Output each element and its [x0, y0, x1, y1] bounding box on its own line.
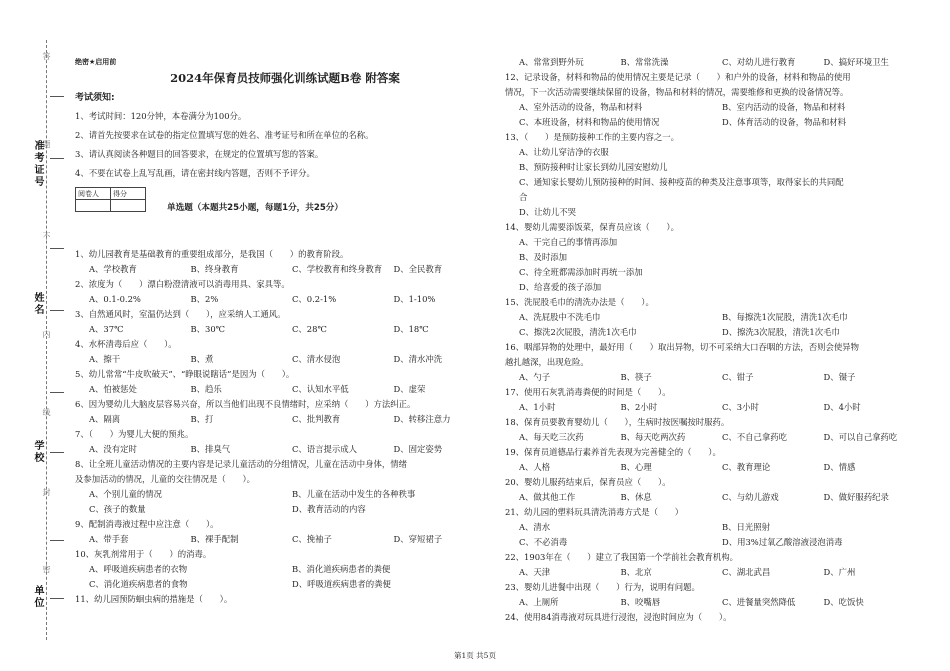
question-stem: 1、幼儿园教育是基础教育的重要组成部分，是我国（ ）的教育阶段。 — [75, 249, 349, 259]
option-row — [75, 292, 495, 307]
answer-option: D、镊子 — [823, 372, 856, 382]
answer-option: A、1小时 — [519, 402, 556, 412]
question-stem: 4、水杯清毒后应（ ）。 — [75, 339, 177, 349]
note-item: 2、请首先按要求在试卷的指定位置填写您的姓名、准考证号和所在单位的名称。 — [75, 130, 374, 140]
answer-option: C、清水侵泡 — [292, 354, 341, 364]
answer-option: B、2小时 — [620, 402, 658, 412]
option-row — [505, 235, 925, 250]
option-row — [75, 487, 495, 502]
answer-option: A、隔离 — [89, 414, 121, 424]
answer-option: C、湖北武昌 — [722, 567, 771, 577]
option-row — [505, 520, 925, 535]
note-item: 1、考试时间：120分钟，本卷满分为100分。 — [75, 111, 247, 121]
answer-option: A、37℃ — [89, 324, 124, 334]
answer-option: C、学校教育和终身教育 — [292, 264, 383, 274]
section-title: 单选题（本题共25小题，每题1分，共25分） — [167, 203, 343, 213]
option-row — [505, 265, 925, 280]
seal-char: 密 — [42, 565, 51, 573]
answer-option: A、擦干 — [89, 354, 121, 364]
answer-option: B、终身教育 — [190, 264, 239, 274]
answer-option: D、体育活动的设备，物品和材料 — [722, 117, 846, 127]
notes-list — [75, 107, 495, 183]
answer-option: B、心理 — [620, 462, 652, 472]
answer-option: D、情感 — [823, 462, 856, 472]
question-stem: 9、配制消毒液过程中应注意（ ）。 — [75, 519, 219, 529]
answer-option: C、挽袖子 — [292, 534, 332, 544]
answer-option: A、呼吸道疾病患者的衣物 — [89, 564, 188, 574]
fill-line — [50, 540, 64, 541]
answer-option: C、进餐量突然降低 — [722, 597, 796, 607]
option-row — [505, 55, 925, 70]
option-row — [505, 490, 925, 505]
option-row — [75, 412, 495, 427]
answer-option: B、排臭气 — [190, 444, 231, 454]
fill-line — [50, 598, 64, 599]
answer-option: B、2% — [190, 294, 219, 304]
answer-option: C、不自己拿药吃 — [722, 432, 788, 442]
question-stem: 16、咽部异物的处理中，最好用（ ）取出异物，切不可采纳大口吞咽的方法，否则会使异物 — [505, 342, 860, 352]
answer-option: B、筷子 — [620, 372, 652, 382]
answer-option: A、带手套 — [89, 534, 129, 544]
right-column — [505, 55, 925, 625]
answer-option: A、洗屁股中不洗毛巾 — [519, 312, 601, 322]
answer-option: B、趋乐 — [190, 384, 222, 394]
score-blank[interactable] — [111, 200, 146, 212]
answer-option: A、干完自己的事情再添加 — [519, 237, 618, 247]
seal-char: 答 — [42, 52, 51, 60]
answer-option: A、清水 — [519, 522, 551, 532]
answer-option: C、待全班都需添加时再统一添加 — [519, 267, 643, 277]
answer-option: D、1-10% — [393, 294, 436, 304]
answer-option: A、室外活动的设备，物品和材料 — [519, 102, 643, 112]
question-stem: 15、洗屁股毛巾的清洗办法是（ ）。 — [505, 297, 654, 307]
answer-option: D、虚荣 — [393, 384, 426, 394]
answer-option: A、每天吃三次药 — [519, 432, 584, 442]
answer-option: C、批判教育 — [292, 414, 341, 424]
answer-option: D、呼吸道疾病患者的粪便 — [292, 579, 391, 589]
option-row — [505, 205, 925, 220]
right-questions — [505, 55, 925, 625]
answer-option: A、人格 — [519, 462, 551, 472]
question-stem: 10、灰乳剂常用于（ ）的消毒。 — [75, 549, 212, 559]
option-row — [505, 370, 925, 385]
question-stem: 6、因为婴幼儿大脑皮层容易兴奋，所以当他们出现不良情绪时，应采纳（ ）方法纠正。 — [75, 399, 416, 409]
answer-option: C、钳子 — [722, 372, 754, 382]
option-row — [75, 562, 495, 577]
question-stem-cont: 情况，下一次活动需要继续保留的设备，物品和材料的情况，需要维修和更换的设备情况等。 — [505, 87, 849, 97]
answer-option: B、儿童在活动中发生的各种秩事 — [292, 489, 416, 499]
answer-option: C、认知水平低 — [292, 384, 349, 394]
name-label: 姓名 — [32, 292, 43, 316]
answer-option: B、常常洗澡 — [620, 57, 669, 67]
fill-line — [50, 452, 64, 453]
answer-option: D、全民教育 — [393, 264, 443, 274]
answer-option: C、擦洗2次屁股，清洗1次毛巾 — [519, 327, 637, 337]
answer-option: C、教育理论 — [722, 462, 771, 472]
answer-option: C、28℃ — [292, 324, 327, 334]
fill-line — [50, 158, 64, 159]
option-row — [505, 325, 925, 340]
option-row — [505, 115, 925, 130]
fill-line — [50, 248, 64, 249]
binding-margin — [0, 0, 70, 671]
answer-option: D、广州 — [823, 567, 856, 577]
answer-option: B、休息 — [620, 492, 652, 502]
score-cell: 得分 — [111, 188, 146, 200]
page-footer: 第1页 共5页 — [454, 651, 496, 660]
question-stem: 8、让全班儿童活动情况的主要内容是记录儿童活动的分组情况，儿童在活动中身体，情绪 — [75, 459, 407, 469]
answer-option: D、4小时 — [823, 402, 861, 412]
question-stem: 3、自然通风时，室温仍达到（ ），应采纳人工通风。 — [75, 309, 286, 319]
fill-line — [50, 392, 64, 393]
answer-option: A、让幼儿穿洁净的衣服 — [519, 147, 609, 157]
answer-option: D、转移注意力 — [393, 414, 451, 424]
question-stem-cont: 越扎越深，出现危险。 — [505, 357, 589, 367]
fill-line — [50, 310, 64, 311]
answer-option: A、怕被惩处 — [89, 384, 137, 394]
answer-option: A、常常到野外玩 — [519, 57, 584, 67]
candidate-no-label: 准考证号 — [32, 140, 43, 188]
question-stem: 17、使用石灰乳消毒粪便的时间是（ ）。 — [505, 387, 671, 397]
option-row — [75, 322, 495, 337]
answer-option: B、煮 — [190, 354, 214, 364]
answer-option: D、擦洗3次屁股，清洗1次毛巾 — [722, 327, 840, 337]
option-row — [75, 262, 495, 277]
grader-cell: 阅卷人 — [76, 188, 111, 200]
option-row — [75, 382, 495, 397]
option-row — [75, 442, 495, 457]
option-row — [505, 310, 925, 325]
question-stem: 20、婴幼儿服药结束后，保育员应（ ）。 — [505, 477, 671, 487]
answer-option: D、可以自己拿药吃 — [823, 432, 898, 442]
answer-option: C、本班设备，材料和物品的使用情况 — [519, 117, 660, 127]
answer-option: C、对幼儿进行教育 — [722, 57, 796, 67]
answer-option: 合 — [519, 192, 528, 202]
question-stem: 13、（ ）是预防接种工作的主要内容之一。 — [505, 132, 679, 142]
answer-option: D、18℃ — [393, 324, 429, 334]
question-stem: 22、1903年在（ ）建立了我国第一个学前社会教育机构。 — [505, 552, 738, 562]
answer-option: B、预防接种时让家长到幼儿园安慰幼儿 — [519, 162, 668, 172]
seal-char: 题 — [42, 140, 51, 148]
answer-option: A、天津 — [519, 567, 551, 577]
seal-char: 不 — [42, 232, 51, 240]
answer-option: B、日光照射 — [722, 522, 771, 532]
answer-option: D、做好服药纪录 — [823, 492, 889, 502]
answer-option: C、0.2-1% — [292, 294, 337, 304]
option-row — [505, 175, 925, 190]
score-box — [75, 187, 146, 212]
fill-line — [50, 96, 64, 97]
answer-option: D、清水冲洗 — [393, 354, 443, 364]
grader-blank[interactable] — [76, 200, 111, 212]
answer-option: B、每擦洗1次屁股，清洗1次毛巾 — [722, 312, 848, 322]
answer-option: D、让幼儿不哭 — [519, 207, 576, 217]
question-stem: 12、记录设备，材料和物品的使用情况主要是记录（ ）和户外的设备，材料和物品的使用 — [505, 72, 851, 82]
answer-option: A、0.1-0.2% — [89, 294, 141, 304]
answer-option: D、穿短裙子 — [393, 534, 443, 544]
option-row — [505, 145, 925, 160]
secret-mark: 绝密★启用前 — [75, 58, 117, 66]
answer-option: A、个别儿童的情况 — [89, 489, 163, 499]
seal-char: 线 — [42, 408, 51, 416]
score-area — [75, 187, 495, 227]
answer-option: D、用3%过氧乙酸溶液浸泡消毒 — [722, 537, 843, 547]
question-stem: 19、保育员道德品行素养首先表现为完善健全的（ ）。 — [505, 447, 721, 457]
question-stem: 21、幼儿园的塑料玩具清洗消毒方式是（ ） — [505, 507, 684, 517]
option-row — [75, 502, 495, 517]
option-row — [505, 460, 925, 475]
answer-option: C、语言提示成人 — [292, 444, 358, 454]
option-row — [505, 595, 925, 610]
question-stem: 11、幼儿园预防蛔虫病的措施是（ ）。 — [75, 594, 233, 604]
answer-option: A、学校教育 — [89, 264, 137, 274]
answer-option: B、北京 — [620, 567, 652, 577]
question-stem: 14、婴幼儿需要添饭菜，保育员应该（ ）。 — [505, 222, 679, 232]
option-row — [75, 577, 495, 592]
answer-option: D、教育活动的内容 — [292, 504, 366, 514]
answer-option: C、孩子的数量 — [89, 504, 146, 514]
answer-option: D、吃饭快 — [823, 597, 864, 607]
answer-option: D、搞好环境卫生 — [823, 57, 889, 67]
question-stem: 7、（ ）为婴儿大便的预兆。 — [75, 429, 194, 439]
note-item: 3、请认真阅读各种题目的回答要求，在规定的位置填写您的答案。 — [75, 149, 324, 159]
answer-option: B、打 — [190, 414, 214, 424]
answer-option: A、勺子 — [519, 372, 551, 382]
seal-char: 内 — [42, 330, 51, 338]
answer-option: C、3小时 — [722, 402, 759, 412]
answer-option: C、不必消毒 — [519, 537, 568, 547]
question-stem: 23、婴幼儿进餐中出现（ ）行为，说明有问题。 — [505, 582, 700, 592]
school-label: 学校 — [32, 440, 43, 464]
answer-option: B、室内活动的设备，物品和材料 — [722, 102, 846, 112]
seal-char: 封 — [42, 488, 51, 496]
exam-title: 2024年保育员技师强化训练试题B卷 附答案 — [170, 71, 400, 85]
note-item: 4、不要在试卷上乱写乱画，请在密封线内答题，否则不予评分。 — [75, 168, 315, 178]
answer-option: B、消化道疾病患者的粪便 — [292, 564, 391, 574]
option-row — [505, 280, 925, 295]
answer-option: B、每天吃两次药 — [620, 432, 686, 442]
question-stem: 24、使用84消毒液对玩具进行浸泡，浸泡时间应为（ ）。 — [505, 612, 732, 622]
option-row — [75, 352, 495, 367]
option-row — [505, 100, 925, 115]
answer-option: A、做其他工作 — [519, 492, 576, 502]
question-stem-cont: 及参加活动的情况，儿童的交往情况是（ ）。 — [75, 474, 256, 484]
option-row — [505, 430, 925, 445]
option-row — [505, 400, 925, 415]
answer-option: A、上厕所 — [519, 597, 559, 607]
notes-heading: 考试须知: — [75, 93, 115, 103]
option-row — [505, 250, 925, 265]
answer-option: B、30℃ — [190, 324, 226, 334]
answer-option: C、与幼儿游戏 — [722, 492, 779, 502]
answer-option: B、咬嘴唇 — [620, 597, 661, 607]
option-row — [505, 565, 925, 580]
question-stem: 5、幼儿常常“牛皮吹破天”、“睁眼说瞎话”是因为（ ）。 — [75, 369, 295, 379]
answer-option: B、裸手配制 — [190, 534, 239, 544]
left-questions — [75, 247, 495, 607]
answer-option: B、及时添加 — [519, 252, 568, 262]
question-stem: 18、保育员要教育婴幼儿（ ），生病时按医嘱按时服药。 — [505, 417, 730, 427]
answer-option: D、固定姿势 — [393, 444, 443, 454]
answer-option: D、给喜爱的孩子添加 — [519, 282, 602, 292]
answer-option: C、消化道疾病患者的食物 — [89, 579, 188, 589]
option-row — [505, 535, 925, 550]
answer-option: A、没有定时 — [89, 444, 137, 454]
answer-option: C、通知家长婴幼儿预防接种的时间、接种疫苗的种类及注意事项等，取得家长的共同配 — [519, 177, 844, 187]
option-row — [505, 190, 925, 205]
option-row — [505, 160, 925, 175]
question-stem: 2、浓度为（ ）漂白粉澄清液可以消毒用具、家具等。 — [75, 279, 290, 289]
option-row — [75, 532, 495, 547]
seal-line — [46, 40, 47, 640]
unit-label: 单位 — [32, 585, 43, 609]
left-column — [75, 55, 495, 607]
